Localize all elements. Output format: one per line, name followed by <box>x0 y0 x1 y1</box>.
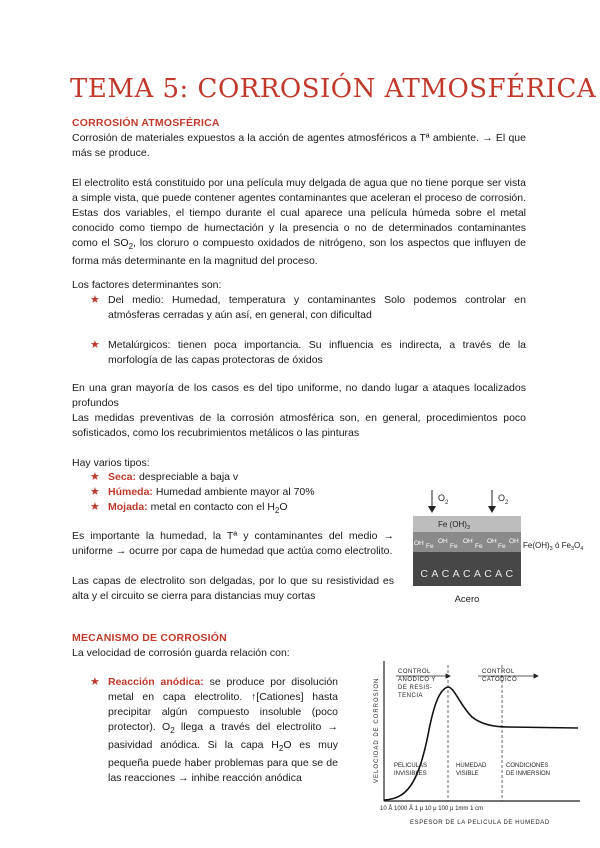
fe-oh-label: Fe $(OH)_3$ <box>438 520 470 531</box>
mecanismo-list <box>90 675 338 786</box>
reaccion-subscript-o2: 2 <box>170 726 175 736</box>
reaccion-text-b: llega a través del electrolito → pasividad anódica. Si la capa H <box>108 721 338 752</box>
star-bullet-icon: ★ <box>90 294 100 306</box>
factor-item-medio <box>90 293 526 323</box>
control-labels <box>398 669 517 699</box>
reaccion-subscript-h2: 2 <box>278 744 284 754</box>
zone-condiciones-inmersion: CONDICIONES DE INMERSION <box>506 763 551 777</box>
control-catodico-label: CONTROL CATODICO <box>482 669 518 683</box>
factor-item-metalurgicos <box>90 338 526 368</box>
medidas-paragraph: Las medidas preventivas de la corrosión atmosférica son, en general, procedimientos poco sofisticados, como los recubrimientos metálicos o las pinturas <box>72 412 526 439</box>
reaccion-text-a: se produce por disolución metal en capa electrolito. ↑[Cationes] hasta precipitar algún compuesto insoluble (poco protector). O <box>108 676 339 733</box>
factores-intro: Los factores determinantes son: <box>72 279 222 291</box>
tipo-item-seca <box>90 470 315 485</box>
tipo-text: despreciable a baja v <box>136 471 239 483</box>
zone-peliculas-invisibles: PELICULAS INVISIBLES <box>394 763 428 777</box>
factor-text: Metalúrgicos: tienen poca importancia. Su influencia es indirecta, a través de la morfología de las capas protectoras de óxidos <box>108 339 526 366</box>
tipo-text: Humedad ambiente mayor al 70% <box>152 486 315 498</box>
electrolito-text-a: El electrolito está constituido por una película muy delgada de agua que no tiene porque ser vista a simple vista, que puede contener agentes contaminantes que aceleran el proceso de corrosión. Estas dos variables, el tiempo durante el cual aparece una película húmeda sobre el metal conocido como tiempo de humectación y la presencia o no de determinados contaminantes como el SO <box>72 177 526 249</box>
tipos-intro: Hay varios tipos: <box>72 457 150 469</box>
oh-fe-row: OH Fe OH Fe OH Fe OH Fe OH <box>414 538 519 550</box>
star-bullet-icon: ★ <box>90 501 100 513</box>
tipo-text: metal en contacto con el H <box>147 501 275 513</box>
graph-x-axis-label: ESPESOR DE LA PELICULA DE HUMEDAD <box>410 820 550 826</box>
humedad-paragraph: Es importante la humedad, la Tª y contaminantes del medio → uniforme → ocurre por capa de humedad que actúa como electrolito. <box>72 530 394 557</box>
tipo-item-humeda <box>90 485 315 500</box>
tipo-label: Húmeda: <box>108 486 153 498</box>
o2-label-right: $O_2$ <box>498 493 509 506</box>
mecanismo-intro: La velocidad de corrosión guarda relación con: <box>72 647 290 659</box>
reaccion-text-c: O es muy pequeña puede haber problemas para que se de las reacciones → inhibe reacción anódica <box>108 739 338 785</box>
graph-x-ticks: 10 Å 1000 Å 1 μ 10 μ 100 μ 1mm 1 cm <box>380 806 484 812</box>
o2-label-left: $O_2$ <box>438 493 449 506</box>
star-bullet-icon: ★ <box>90 471 100 483</box>
section-heading-corrosion-atmosferica: CORROSIÓN ATMOSFÉRICA <box>72 117 220 129</box>
corrosion-rate-curve <box>384 687 578 800</box>
star-bullet-icon: ★ <box>90 486 100 498</box>
electrolito-text-b: , los cloruro o compuesto oxidados de nitrógeno, son los aspectos que influyen de forma más determinante en la magnitud del proceso. <box>72 237 526 268</box>
electrolito-paragraph <box>72 176 526 269</box>
steel-caption: Acero <box>454 594 480 605</box>
zone-labels <box>394 763 550 777</box>
star-bullet-icon: ★ <box>90 676 100 688</box>
corrosion-schematic-figure <box>408 486 594 608</box>
o2-arrow-right <box>488 490 496 513</box>
reaccion-anodica-item <box>90 675 338 786</box>
tipo-subscript: 2 <box>274 506 280 516</box>
anode-cathode-row: C A C A C A C A C <box>420 568 514 580</box>
section-heading-mecanismo: MECANISMO DE CORROSIÓN <box>72 632 227 644</box>
capas-paragraph: Las capas de electrolito son delgadas, por lo que su resistividad es alta y el circuito se cierra para distancias muy cortas <box>72 575 394 602</box>
uniforme-paragraph: En una gran mayoría de los casos es del tipo uniforme, no dando lugar a ataques localizados profundos <box>72 382 526 409</box>
tipo-label: Mojada: <box>108 501 148 513</box>
graph-y-axis-label: VELOCIDAD DE CORROSION <box>374 677 380 783</box>
star-bullet-icon: ★ <box>90 339 100 351</box>
corrosion-rate-graph <box>366 655 588 833</box>
tipo-item-mojada <box>90 500 315 518</box>
control-anodico-label: CONTROL ANODICO Y DE RESIS-TENCIA <box>398 669 437 699</box>
side-oxide-label: $Fe(OH)_3$ ó $Fe_3O_4$ <box>523 541 584 552</box>
electrolito-subscript: 2 <box>128 242 134 252</box>
page-title: TEMA 5: CORROSIÓN ATMOSFÉRICA <box>70 74 597 104</box>
tipos-list <box>90 470 315 518</box>
tipo-tail: O <box>279 501 288 513</box>
factores-list <box>90 293 526 368</box>
zone-humedad-visible: HUMEDAD VISIBLE <box>456 763 487 777</box>
tipo-label: Seca: <box>108 471 137 483</box>
reaccion-label: Reacción anódica: <box>108 676 204 688</box>
o2-arrow-left <box>428 490 436 513</box>
intro-paragraph: Corrosión de materiales expuestos a la acción de agentes atmosféricos a Tª ambiente. → El que más se produce. <box>72 132 526 159</box>
factor-text: Del medio: Humedad, temperatura y contaminantes Solo podemos controlar en atmósferas cerradas y aún así, en general, con dificultad <box>108 294 526 321</box>
